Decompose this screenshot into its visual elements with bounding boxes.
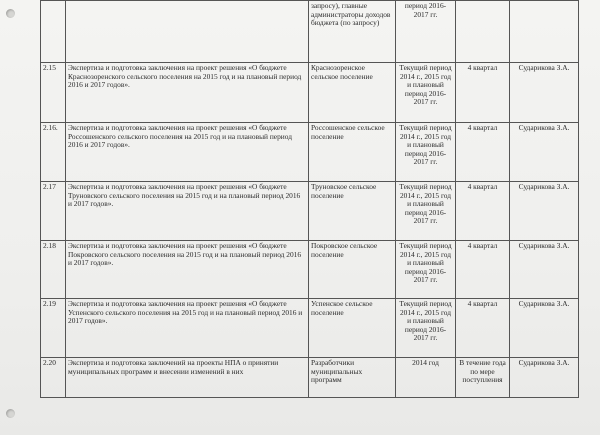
punch-holes (6, 0, 18, 435)
cell-term: 4 квартал (456, 63, 510, 123)
table-row (41, 123, 579, 182)
cell-num: 2.15 (41, 63, 66, 123)
cell-term: 4 квартал (456, 241, 510, 299)
cell-object: Покровское сельское поселение (309, 241, 396, 299)
punch-hole (6, 9, 15, 18)
cell-object: Россошенское сельское поселение (309, 123, 396, 182)
cell-num (41, 1, 66, 63)
cell-term: 4 квартал (456, 123, 510, 182)
cell-period: Текущий период 2014 г., 2015 год и плановый период 2016-2017 гг. (396, 241, 456, 299)
cell-responsible (510, 1, 579, 63)
cell-name (66, 1, 309, 63)
cell-responsible: Сударикова З.А. (510, 358, 579, 398)
cell-period: 2014 год (396, 358, 456, 398)
table-row-partial (41, 1, 579, 63)
plan-table (40, 0, 579, 398)
table-row (41, 63, 579, 123)
cell-object: Успенское сельское поселение (309, 299, 396, 358)
cell-period: Текущий период 2014 г., 2015 год и плановый период 2016-2017 гг. (396, 299, 456, 358)
cell-responsible: Сударикова З.А. (510, 182, 579, 241)
cell-term: 4 квартал (456, 182, 510, 241)
cell-period: период 2016-2017 гг. (396, 1, 456, 63)
cell-name: Экспертиза и подготовка заключения на проект решения «О бюджете Покровского сельского поселения на 2015 год и на плановый период 2016 и 2017 годов». (66, 241, 309, 299)
cell-term (456, 1, 510, 63)
cell-responsible: Сударикова З.А. (510, 241, 579, 299)
table-row (41, 241, 579, 299)
cell-period: Текущий период 2014 г., 2015 год и плановый период 2016-2017 гг. (396, 182, 456, 241)
cell-object: Разработчики муниципальных программ (309, 358, 396, 398)
table-row (41, 299, 579, 358)
cell-name: Экспертиза и подготовка заключений на проекты НПА о принятии муниципальных программ и внесении изменений в них (66, 358, 309, 398)
table-row (41, 182, 579, 241)
cell-object: запросу), главные администраторы доходов бюджета (по запросу) (309, 1, 396, 63)
cell-term: 4 квартал (456, 299, 510, 358)
cell-object: Краснозоренское сельское поселение (309, 63, 396, 123)
cell-name: Экспертиза и подготовка заключения на проект решения «О бюджете Краснозоренского сельского поселения на 2015 год и на плановый период 2016 и 2017 годов». (66, 63, 309, 123)
cell-num: 2.18 (41, 241, 66, 299)
cell-responsible: Сударикова З.А. (510, 299, 579, 358)
cell-num: 2.20 (41, 358, 66, 398)
punch-hole (6, 409, 15, 418)
cell-num: 2.17 (41, 182, 66, 241)
cell-period: Текущий период 2014 г., 2015 год и плановый период 2016-2017 гг. (396, 63, 456, 123)
cell-responsible: Сударикова З.А. (510, 123, 579, 182)
cell-period: Текущий период 2014 г., 2015 год и плановый период 2016-2017 гг. (396, 123, 456, 182)
cell-object: Труновское сельское поселение (309, 182, 396, 241)
cell-num: 2.16. (41, 123, 66, 182)
cell-num: 2.19 (41, 299, 66, 358)
table-row (41, 358, 579, 398)
cell-responsible: Сударикова З.А. (510, 63, 579, 123)
cell-term: В течение года по мере поступления (456, 358, 510, 398)
cell-name: Экспертиза и подготовка заключения на проект решения «О бюджете Россошенского сельского поселения на 2015 год и на плановый период 2016 и 2017 годов». (66, 123, 309, 182)
cell-name: Экспертиза и подготовка заключения на проект решения «О бюджете Успенского сельского поселения на 2015 год и на плановый период 2016 и 2017 годов». (66, 299, 309, 358)
cell-name: Экспертиза и подготовка заключения на проект решения «О бюджете Труновского сельского поселения на 2015 год и на плановый период 2016 и 2017 годов». (66, 182, 309, 241)
